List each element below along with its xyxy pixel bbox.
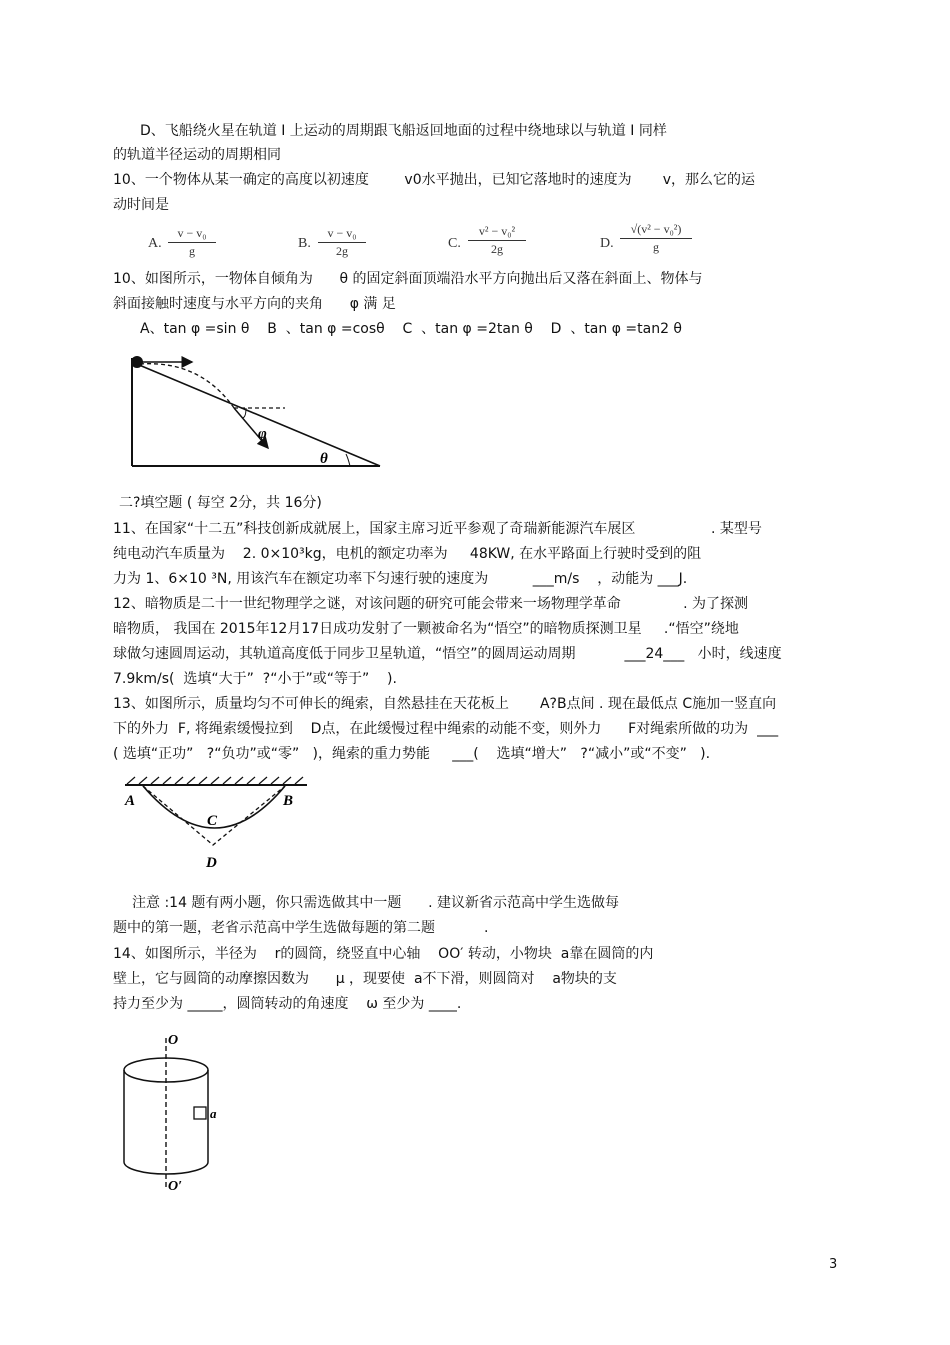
text-line: 力为 1、6×10 ³N, 用该汽车在额定功率下匀速行驶的速度为 ___m/s ，动能为 ___J. bbox=[113, 571, 688, 587]
text-line: 暗物质， 我国在 2015年12月17日成功发射了一颗被命名为“悟空”的暗物质探测卫星 .“悟空”绕地 bbox=[113, 621, 739, 637]
text-line: 纯电动汽车质量为 2. 0×10³kg，电机的额定功率为 48KW, 在水平路面上行驶时受到的阻 bbox=[113, 546, 702, 562]
point-a-label: A bbox=[125, 793, 136, 809]
text-line: 题中的第一题，老省示范高中学生选做每题的第二题 . bbox=[113, 920, 489, 936]
phi-label: φ bbox=[258, 426, 267, 442]
text-line: 下的外力 F, 将绳索缓慢拉到 D点，在此缓慢过程中绳索的动能不变，则外力 F对绳索所做的功为 ___ bbox=[113, 721, 779, 737]
option-c-fraction: $\frac{\text{v² − v₀²}}{2g}$ bbox=[468, 224, 526, 257]
option-b-label: B. bbox=[298, 236, 311, 251]
text-line: D、飞船绕火星在轨道 I 上运动的周期跟飞船返回地面的过程中绕地球以与轨道 I 同样 bbox=[140, 123, 667, 139]
answer-options: A、tan φ =sin θ B 、tan φ =cosθ C 、tan φ =2tan θ D 、tan φ =tan2 θ bbox=[140, 321, 682, 337]
rope-figure bbox=[115, 775, 315, 875]
question-11: 11、在国家“十二五”科技创新成就展上，国家主席习近平参观了奇瑞新能源汽车展区 . 某型号 bbox=[113, 521, 762, 537]
question-10a: 10、一个物体从某一确定的高度以初速度 v0水平抛出，已知它落地时的速度为 v，那么它的运 bbox=[113, 172, 756, 188]
question-13: 13、如图所示，质量均匀不可伸长的绳索，自然悬挂在天花板上 A?B点间 . 现在最低点 C施加一竖直向 bbox=[113, 696, 777, 712]
option-a-label: A. bbox=[148, 236, 162, 251]
point-c-label: C bbox=[207, 813, 218, 829]
option-a-fraction: $\frac{\text{v − v₀}}{g}$ bbox=[168, 226, 216, 259]
cylinder-figure bbox=[110, 1030, 230, 1195]
point-b-label: B bbox=[283, 793, 294, 809]
option-c-label: C. bbox=[448, 236, 461, 251]
text-line: 的轨道半径运动的周期相同 bbox=[113, 147, 281, 163]
note: 注意 :14 题有两小题，你只需选做其中一题 . 建议新省示范高中学生选做每 bbox=[132, 895, 620, 911]
block-a-label: a bbox=[210, 1106, 217, 1121]
section-heading: 二?填空题 ( 每空 2分，共 16分) bbox=[119, 495, 322, 511]
axis-o-label: O bbox=[168, 1033, 179, 1048]
incline-figure bbox=[110, 350, 390, 475]
question-12: 12、暗物质是二十一世纪物理学之谜，对该问题的研究可能会带来一场物理学革命 . 为了探测 bbox=[113, 596, 749, 612]
text-line: ( 选填“正功” ?“负功”或“零” )，绳索的重力势能 ___( 选填“增大” ?“减小”或“不变” ). bbox=[113, 746, 711, 762]
option-b-fraction: $\frac{\text{v − v₀}}{2g}$ bbox=[318, 226, 366, 259]
text-line: 7.9km/s( 选填“大于” ?“小于”或“等于” ). bbox=[113, 671, 397, 687]
text-line: 持力至少为 _____，圆筒转动的角速度 ω 至少为 ____. bbox=[113, 996, 462, 1012]
point-d-label: D bbox=[206, 855, 217, 871]
option-d-label: D. bbox=[600, 236, 614, 251]
question-14: 14、如图所示，半径为 r的圆筒，绕竖直中心轴 OO′ 转动，小物块 a靠在圆筒的内 bbox=[113, 946, 654, 962]
text-line: 斜面接触时速度与水平方向的夹角 φ 满 足 bbox=[113, 296, 396, 312]
option-d-fraction: $\frac{\text{√(v² − v₀²)}}{g}$ bbox=[620, 222, 692, 255]
text-line: 球做匀速圆周运动，其轨道高度低于同步卫星轨道，“悟空”的圆周运动周期 ___24___ 小时，线速度 bbox=[113, 646, 782, 662]
text-line: 壁上，它与圆筒的动摩擦因数为 μ ，现要使 a不下滑，则圆筒对 a物块的支 bbox=[113, 971, 617, 987]
theta-label: θ bbox=[320, 451, 328, 467]
question-10b: 10、如图所示，一物体自倾角为 θ 的固定斜面顶端沿水平方向抛出后又落在斜面上、物体与 bbox=[113, 271, 703, 287]
axis-o-prime-label: O′ bbox=[168, 1179, 183, 1194]
page-number: 3 bbox=[829, 1257, 838, 1272]
text-line: 动时间是 bbox=[113, 197, 169, 213]
